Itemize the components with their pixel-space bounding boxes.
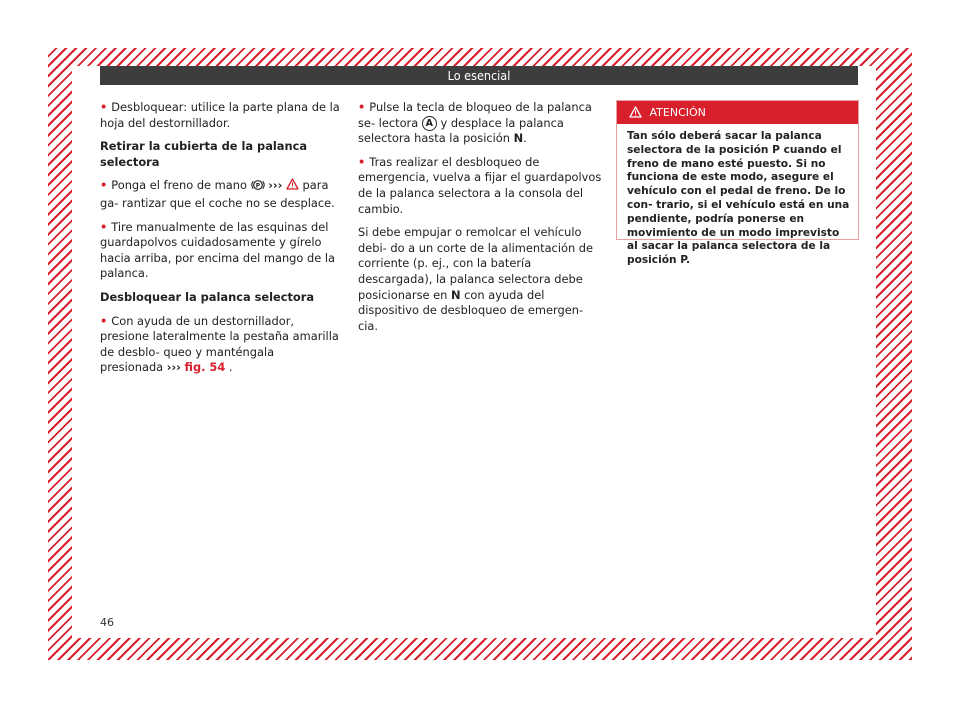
bullet: • [100, 219, 108, 234]
paragraph-unlock: • Desbloquear: utilice la parte plana de la hoja del destornillador. [100, 100, 340, 130]
paragraph-lock-button: • Pulse la tecla de bloqueo de la palanca se- lectora A y desplace la palanca selectora hasta la posición N. [358, 100, 592, 146]
page-header [100, 66, 858, 85]
figure-link[interactable]: fig. 54 [184, 360, 226, 375]
parking-brake-icon [251, 179, 265, 196]
reference-arrows: ››› [166, 360, 181, 375]
page-number: 46 [100, 616, 114, 629]
svg-text:P: P [255, 182, 260, 190]
middle-column [358, 100, 602, 342]
warning-text: Tan sólo deberá sacar la palanca selectora de la posición P cuando el freno de mano esté puesto. Si no funciona de este modo, asegure el vehículo con el pedal de freno. De lo con- trario, si el vehículo está en una pendiente, podría ponerse en movimiento de un modo imprevisto al sacar la palanca selectora de la posición P. [627, 130, 850, 267]
paragraph-towing: Si debe empujar o remolcar el vehículo debi- do a un corte de la alimentación de corriente (p. ej., con la batería descargada), la palanca selectora debe posicionarse en N con ayuda del dispositivo de desbloqueo de emergen- cia. [358, 225, 594, 333]
bullet: • [100, 313, 108, 328]
warning-triangle-icon [286, 178, 299, 195]
paragraph-refit: • Tras realizar el desbloqueo de emergencia, vuelva a fijar el guardapolvos de la palanca selectora a la consola del cambio. [358, 154, 602, 216]
warning-box [616, 100, 859, 267]
bullet: • [358, 154, 366, 169]
heading-unlock-lever: Desbloquear la palanca selectora [100, 289, 315, 304]
bullet: • [100, 100, 108, 114]
heading-remove-cover: Retirar la cubierta de la palanca selectora [100, 139, 308, 169]
left-column [100, 100, 340, 384]
page-title: Lo esencial [447, 68, 511, 83]
paragraph-handbrake: • Ponga el freno de mano P ››› para ga- rantizar que el coche no se desplace. [100, 178, 335, 210]
reference-arrows: ››› [268, 178, 283, 193]
paragraph-dust-cover: • Tire manualmente de las esquinas del guardapolvos cuidadosamente y gírelo hacia arriba, por encima del mango de la palanca. [100, 219, 335, 281]
warning-header [617, 101, 858, 124]
bullet: • [358, 100, 366, 114]
bullet: • [100, 178, 108, 193]
warning-icon [629, 107, 642, 120]
warning-title: ATENCIÓN [649, 106, 706, 119]
paragraph-screwdriver: • Con ayuda de un destornillador, presione lateralmente la pestaña amarilla de desblo- queo y manténgala presionada ››› fig. 54 . [100, 313, 339, 375]
callout-marker: A [422, 116, 437, 131]
